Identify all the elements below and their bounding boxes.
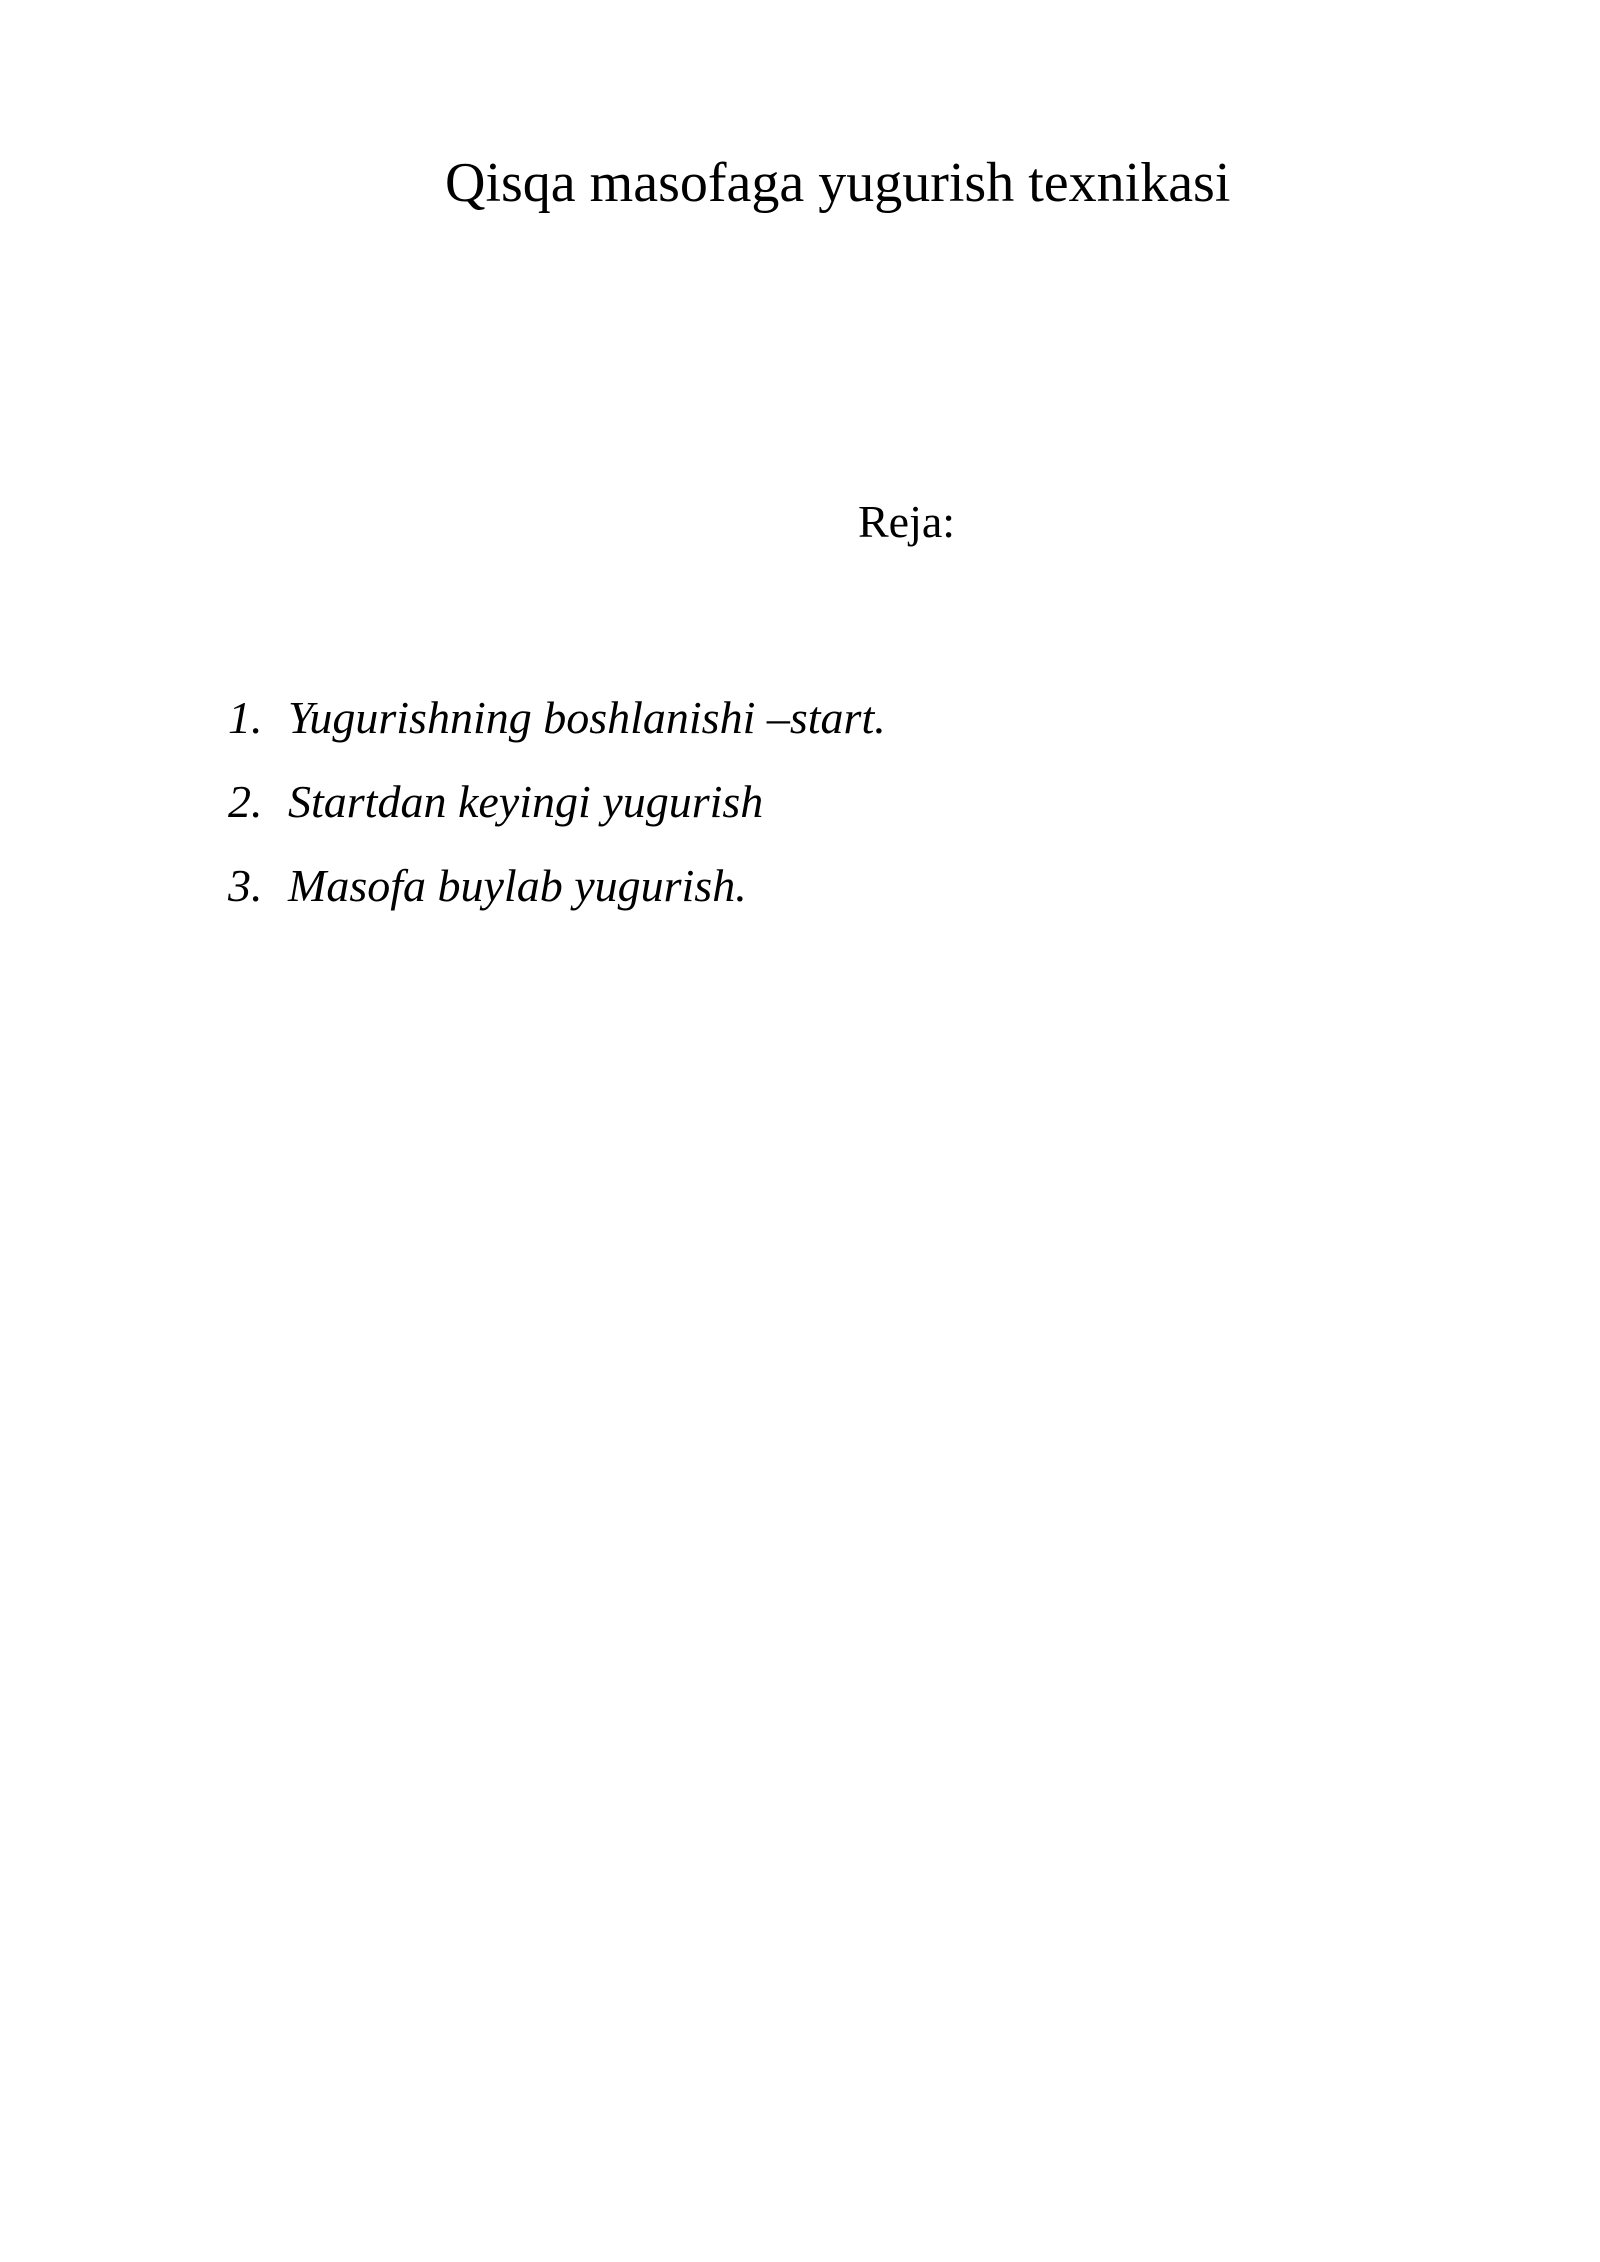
list-item bbox=[228, 774, 886, 858]
list-item bbox=[228, 858, 886, 942]
list-item-number: 2. bbox=[228, 776, 263, 827]
list-item-text: Yugurishning boshlanishi –start. bbox=[288, 692, 886, 743]
plan-heading: Reja: bbox=[858, 496, 956, 547]
list-item-text: Masofa buylab yugurish. bbox=[288, 860, 747, 911]
list-item-number: 3. bbox=[228, 860, 263, 911]
list-item-text: Startdan keyingi yugurish bbox=[288, 776, 764, 827]
list-item bbox=[228, 690, 886, 774]
list-item-number: 1. bbox=[228, 692, 263, 743]
plan-list bbox=[228, 690, 886, 942]
page-title: Qisqa masofaga yugurish texnikasi bbox=[445, 152, 1231, 214]
